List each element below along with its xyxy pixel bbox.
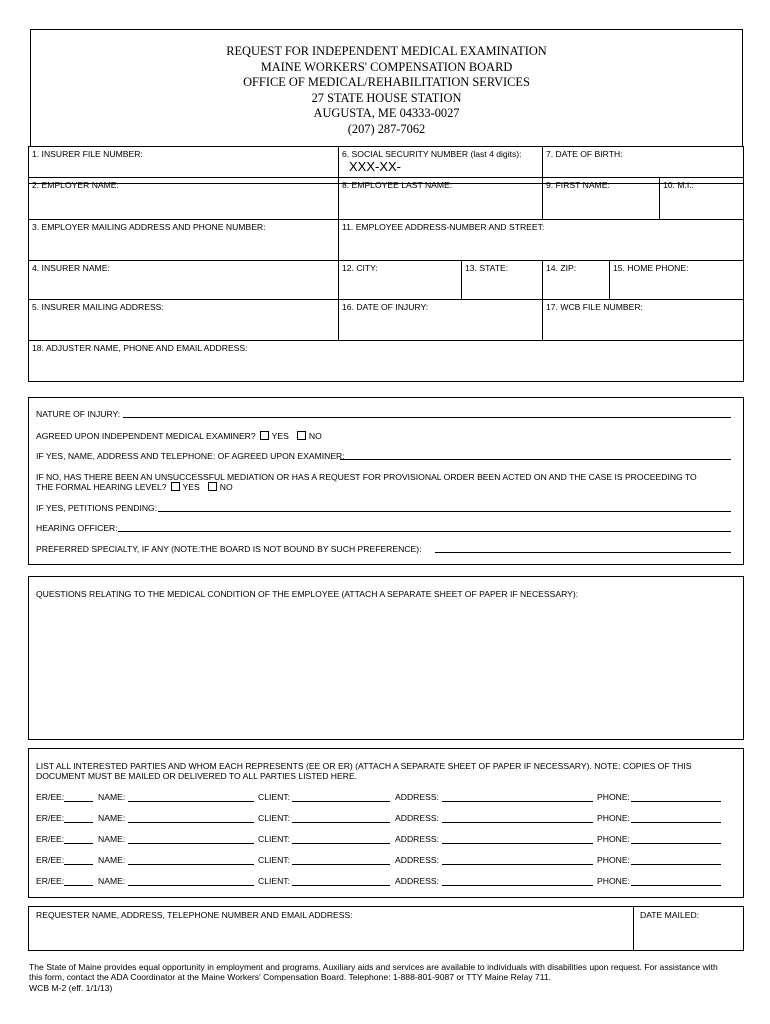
form-header [30, 29, 743, 147]
party-role-label: ER/EE: [36, 876, 65, 886]
no-label: NO [308, 431, 322, 441]
parties-intro-line2: DOCUMENT MUST BE MAILED OR DELIVERED TO ALL PARTIES LISTED HERE. [36, 771, 358, 781]
party-name-label: NAME: [98, 855, 126, 865]
party-address-label: ADDRESS: [395, 813, 439, 823]
parties-intro-line1: LIST ALL INTERESTED PARTIES AND WHOM EACH REPRESENTS (EE OR ER) (ATTACH A SEPARATE SHEET OF PAPER IF NECESSARY). NOTE: COPIES OF THIS [36, 761, 692, 771]
agreed-examiner-label: AGREED UPON INDEPENDENT MEDICAL EXAMINER? [36, 431, 256, 441]
first-name-field[interactable] [542, 177, 660, 220]
field-label: 14. ZIP: [546, 263, 577, 273]
mediation-question-line2: THE FORMAL HEARING LEVEL? [36, 482, 167, 492]
state-field[interactable] [461, 260, 543, 300]
party-client-input[interactable] [292, 885, 390, 886]
date-of-injury-field[interactable] [338, 299, 543, 341]
field-label: 7. DATE OF BIRTH: [546, 149, 623, 159]
party-name-input[interactable] [128, 843, 254, 844]
hearing-officer-input[interactable] [118, 531, 731, 532]
examiner-info-label: IF YES, NAME, ADDRESS AND TELEPHONE: OF AGREED UPON EXAMINER: [36, 451, 345, 461]
preferred-specialty-label: PREFERRED SPECIALTY, IF ANY (NOTE:THE BOARD IS NOT BOUND BY SUCH PREFERENCE): [36, 544, 422, 554]
wcb-file-number-field[interactable] [542, 299, 744, 341]
field-label: 17. WCB FILE NUMBER: [546, 302, 643, 312]
preferred-specialty-input[interactable] [435, 552, 731, 553]
mediation-question-line1: IF NO, HAS THERE BEEN AN UNSUCCESSFUL MEDIATION OR HAS A REQUEST FOR PROVISIONAL ORDER BEEN ACTED ON AND THE CASE IS PROCEEDING TO [36, 472, 697, 482]
party-address-label: ADDRESS: [395, 855, 439, 865]
party-phone-label: PHONE: [597, 792, 630, 802]
party-name-input[interactable] [128, 822, 254, 823]
questions-section[interactable] [28, 576, 744, 740]
party-phone-label: PHONE: [597, 855, 630, 865]
employee-address-field[interactable] [338, 219, 744, 261]
party-address-input[interactable] [442, 801, 593, 802]
field-label: 10. M.I.: [663, 180, 695, 190]
party-phone-input[interactable] [631, 843, 721, 844]
nature-of-injury-input[interactable] [123, 417, 731, 418]
zip-field[interactable] [542, 260, 610, 300]
party-phone-input[interactable] [631, 885, 721, 886]
party-name-label: NAME: [98, 813, 126, 823]
field-label: 2. EMPLOYER NAME: [32, 180, 119, 190]
field-label: 11. EMPLOYEE ADDRESS-NUMBER AND STREET: [342, 222, 545, 232]
party-role-label: ER/EE: [36, 855, 65, 865]
party-role-input[interactable] [64, 822, 93, 823]
party-phone-input[interactable] [631, 864, 721, 865]
questions-label: QUESTIONS RELATING TO THE MEDICAL CONDITION OF THE EMPLOYEE (ATTACH A SEPARATE SHEET OF PAPER IF NECESSARY): [36, 589, 579, 599]
party-role-label: ER/EE: [36, 813, 65, 823]
hearing-no-checkbox[interactable] [208, 482, 217, 491]
party-name-label: NAME: [98, 834, 126, 844]
party-name-input[interactable] [128, 885, 254, 886]
party-client-input[interactable] [292, 864, 390, 865]
party-address-input[interactable] [442, 885, 593, 886]
field-label: 8. EMPLOYEE LAST NAME: [342, 180, 453, 190]
employer-address-field[interactable] [28, 219, 339, 261]
office-city: AUGUSTA, ME 04333-0027 [313, 106, 460, 121]
date-mailed-label: DATE MAILED: [640, 910, 700, 920]
city-field[interactable] [338, 260, 462, 300]
party-role-label: ER/EE: [36, 834, 65, 844]
ssn-value: XXX-XX- [349, 159, 402, 174]
party-role-input[interactable] [64, 843, 93, 844]
mediation-question-row [36, 482, 233, 492]
party-address-label: ADDRESS: [395, 876, 439, 886]
home-phone-field[interactable] [609, 260, 744, 300]
examiner-info-input[interactable] [340, 459, 731, 460]
agreed-yes-checkbox[interactable] [260, 431, 269, 440]
party-name-input[interactable] [128, 801, 254, 802]
party-phone-label: PHONE: [597, 834, 630, 844]
office-phone: (207) 287-7062 [347, 121, 426, 136]
form-title-block [31, 44, 742, 138]
field-label: 5. INSURER MAILING ADDRESS: [32, 302, 164, 312]
party-phone-input[interactable] [631, 801, 721, 802]
party-client-label: CLIENT: [258, 876, 290, 886]
party-address-input[interactable] [442, 822, 593, 823]
form-title: REQUEST FOR INDEPENDENT MEDICAL EXAMINATION [226, 44, 547, 58]
field-label: 1. INSURER FILE NUMBER: [32, 149, 143, 159]
party-client-input[interactable] [292, 843, 390, 844]
party-client-label: CLIENT: [258, 855, 290, 865]
hearing-officer-label: HEARING OFFICER: [36, 523, 118, 533]
hearing-yes-checkbox[interactable] [171, 482, 180, 491]
petitions-pending-label: IF YES, PETITIONS PENDING: [36, 503, 158, 513]
party-phone-input[interactable] [631, 822, 721, 823]
office-station: 27 STATE HOUSE STATION [311, 90, 462, 105]
party-role-label: ER/EE: [36, 792, 65, 802]
middle-initial-field[interactable] [659, 177, 744, 220]
requester-label: REQUESTER NAME, ADDRESS, TELEPHONE NUMBER AND EMAIL ADDRESS: [36, 910, 353, 920]
party-role-input[interactable] [64, 801, 93, 802]
party-name-input[interactable] [128, 864, 254, 865]
agreed-examiner-row [36, 431, 322, 441]
yes-label: YES [182, 482, 200, 492]
field-label: 13. STATE: [465, 263, 509, 273]
form-version: WCB M-2 (eff. 1/1/13) [29, 982, 113, 993]
nature-of-injury-label: NATURE OF INJURY: [36, 409, 121, 419]
field-label: 4. INSURER NAME: [32, 263, 110, 273]
field-label: 15. HOME PHONE: [613, 263, 689, 273]
party-address-input[interactable] [442, 843, 593, 844]
employer-name-field[interactable] [28, 177, 339, 220]
office-name: OFFICE OF MEDICAL/REHABILITATION SERVICES [243, 75, 530, 90]
party-client-label: CLIENT: [258, 813, 290, 823]
yes-label: YES [271, 431, 289, 441]
insurer-address-field[interactable] [28, 299, 339, 341]
agency-name: MAINE WORKERS' COMPENSATION BOARD [260, 59, 513, 74]
field-label: 9. FIRST NAME: [546, 180, 610, 190]
no-label: NO [219, 482, 233, 492]
party-role-input[interactable] [64, 864, 93, 865]
party-client-label: CLIENT: [258, 792, 290, 802]
equal-opportunity-notice: The State of Maine provides equal opportunity in employment and programs. Auxiliary aids and services are available to individuals with disabilities upon request. For assistance with [29, 962, 718, 972]
ada-contact-notice: this form, contact the ADA Coordinator at the Maine Workers' Compensation Board. Telephone: 1-888-801-9087 or TTY Maine Relay 711. [29, 972, 552, 983]
petitions-pending-input[interactable] [158, 511, 731, 512]
party-client-input[interactable] [292, 801, 390, 802]
party-name-label: NAME: [98, 876, 126, 886]
party-role-input[interactable] [64, 885, 93, 886]
party-address-label: ADDRESS: [395, 834, 439, 844]
field-label: 16. DATE OF INJURY: [342, 302, 429, 312]
party-client-label: CLIENT: [258, 834, 290, 844]
employee-last-name-field[interactable] [338, 177, 543, 220]
footer [29, 962, 745, 993]
party-client-input[interactable] [292, 822, 390, 823]
adjuster-field[interactable] [28, 340, 744, 382]
agreed-no-checkbox[interactable] [297, 431, 306, 440]
party-phone-label: PHONE: [597, 876, 630, 886]
field-label: 3. EMPLOYER MAILING ADDRESS AND PHONE NUMBER: [32, 222, 266, 232]
claim-info-grid [28, 146, 744, 382]
field-label: 6. SOCIAL SECURITY NUMBER (last 4 digits): [342, 149, 522, 159]
party-phone-label: PHONE: [597, 813, 630, 823]
party-address-input[interactable] [442, 864, 593, 865]
party-name-label: NAME: [98, 792, 126, 802]
insurer-name-field[interactable] [28, 260, 339, 300]
party-address-label: ADDRESS: [395, 792, 439, 802]
field-label: 12. CITY: [342, 263, 378, 273]
field-label: 18. ADJUSTER NAME, PHONE AND EMAIL ADDRESS: [32, 343, 248, 353]
